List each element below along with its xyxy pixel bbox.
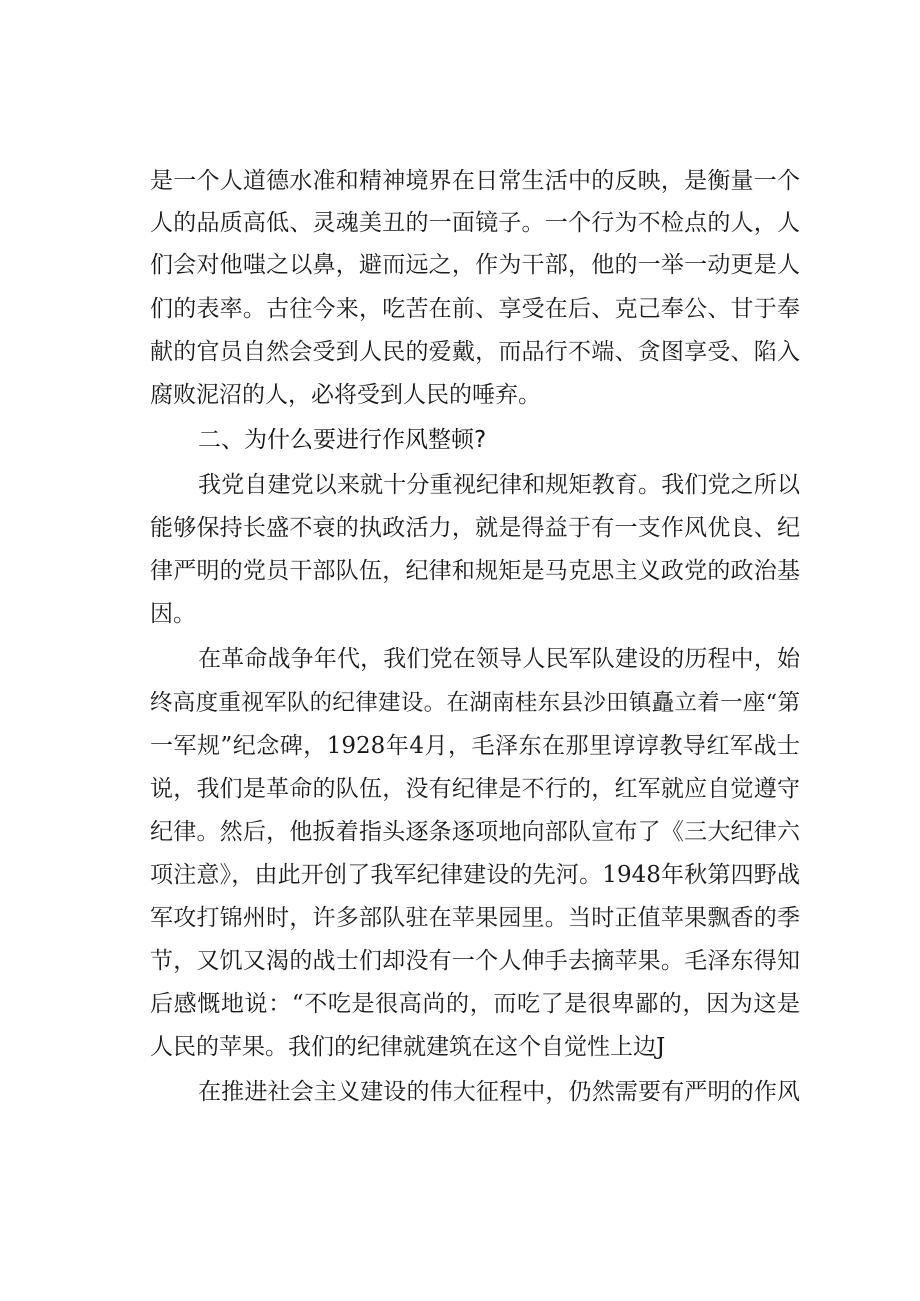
paragraph-3-line-10: 人民的苹果。我们的纪律就建筑在这个自觉性上边J [150,1034,666,1060]
paragraph-2-line-4: 因。 [150,601,196,627]
paragraph-3-line-3: 一军规”纪念碑，1928年4月，毛泽东在那里谆谆教导红军战士 [150,733,800,759]
paragraph-3-line-4: 说，我们是革命的队伍，没有纪律是不行的，红军就应自觉遵守 [150,776,800,802]
paragraph-3-line-2: 终高度重视军队的纪律建设。在湖南桂东县沙田镇矗立着一座“第 [150,690,800,716]
paragraph-1-line-4: 们的表率。古往今来，吃苦在前、享受在后、克己奉公、甘于奉 [150,296,800,322]
paragraph-1-line-1: 是一个人道德水准和精神境界在日常生活中的反映，是衡量一个 [150,168,800,194]
paragraph-2-line-2: 能够保持长盛不衰的执政活力，就是得益于有一支作风优良、纪 [150,515,800,541]
paragraph-1-line-2: 人的品质高低、灵魂美丑的一面镜子。一个行为不检点的人，人 [150,210,800,236]
paragraph-2-line-3: 律严明的党员干部队伍，纪律和规矩是马克思主义政党的政治基 [150,558,800,584]
paragraph-1-line-6: 腐败泥沼的人，必将受到人民的唾弃。 [150,382,541,408]
paragraph-3-line-5: 纪律。然后，他扳着指头逐条逐项地向部队宣布了《三大纪律六 [150,819,800,845]
paragraph-3-line-8: 节，又饥又渴的战士们却没有一个人伸手去摘苹果。毛泽东得知 [150,948,800,974]
paragraph-3-line-1: 在革命战争年代，我们党在领导人民军队建设的历程中，始 [198,646,800,672]
paragraph-1-line-5: 献的官员自然会受到人民的爱戴，而品行不端、贪图享受、陷入 [150,339,800,365]
paragraph-1-line-3: 们会对他嗤之以鼻，避而远之，作为干部，他的一举一动更是人 [150,252,800,278]
paragraph-2-line-1: 我党自建党以来就十分重视纪律和规矩教育。我们党之所以 [198,472,800,498]
paragraph-3-line-7: 军攻打锦州时，许多部队驻在苹果园里。当时正值苹果飘香的季 [150,905,800,931]
paragraph-3-line-6: 项注意》，由此开创了我军纪律建设的先河。1948年秋第四野战 [150,862,800,888]
paragraph-3-line-9: 后感慨地说：“不吃是很高尚的，而吃了是很卑鄙的，因为这是 [150,991,800,1017]
paragraph-4-line-1: 在推进社会主义建设的伟大征程中，仍然需要有严明的作风 [198,1079,800,1105]
section-heading: 二、为什么要进行作风整顿? [198,427,487,453]
